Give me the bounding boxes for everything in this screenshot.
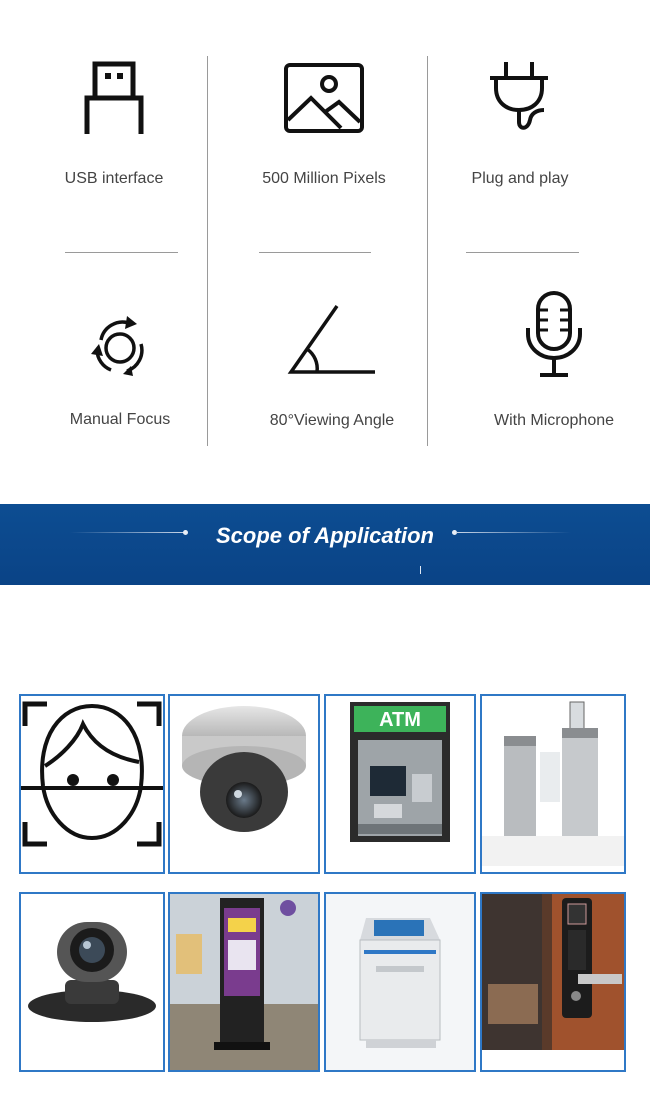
turnstile-gate-image <box>482 696 624 872</box>
features-section <box>0 0 650 470</box>
angle-icon <box>287 304 377 381</box>
feature-label: 500 Million Pixels <box>262 170 386 187</box>
app-dome-camera <box>168 694 320 874</box>
self-service-terminal-image <box>326 894 474 1070</box>
banner-title: Scope of Application <box>216 523 434 548</box>
app-turnstile <box>480 694 626 874</box>
app-self-service-terminal <box>324 892 476 1072</box>
banner-tick <box>420 566 421 574</box>
feature-label: Plug and play <box>471 170 569 187</box>
atm-machine-image <box>326 696 474 872</box>
feature-label: Manual Focus <box>69 411 171 428</box>
microphone-icon <box>524 290 584 383</box>
scope-banner <box>0 504 650 585</box>
conference-camera-image <box>21 894 163 1070</box>
banner-line-right <box>456 532 571 533</box>
dome-camera-image <box>170 696 318 872</box>
feature-label: 80°Viewing Angle <box>269 412 395 429</box>
feature-label: With Microphone <box>493 412 615 429</box>
app-smart-door-lock <box>480 892 626 1072</box>
focus-rotate-icon <box>87 314 153 385</box>
feature-with-microphone <box>454 0 650 440</box>
feature-manual-focus <box>20 0 220 440</box>
atm-sign-label: ATM <box>379 709 421 731</box>
app-advertising-kiosk <box>168 892 320 1072</box>
app-face-recognition <box>19 694 165 874</box>
app-conference-camera <box>19 892 165 1072</box>
feature-label: USB interface <box>64 170 164 187</box>
app-atm <box>324 694 476 874</box>
face-recognition-icon <box>21 696 163 872</box>
smart-door-lock-image <box>482 894 624 1070</box>
feature-viewing-angle <box>232 0 432 440</box>
advertising-kiosk-image <box>170 894 318 1070</box>
